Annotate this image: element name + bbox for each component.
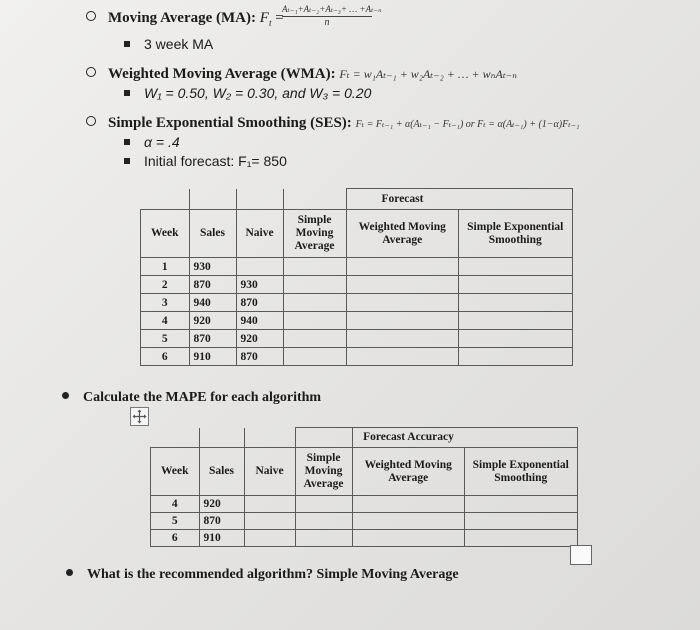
bullet-icon [66,569,73,576]
ses-initial-item [124,153,287,171]
sma-cell[interactable] [295,530,352,547]
header-sma: Simple Moving Average [295,448,352,496]
week-cell: 6 [151,530,200,547]
header-sales: Sales [199,448,244,496]
header-ses: Simple Exponential Smoothing [465,448,578,496]
sales-cell: 910 [189,348,236,366]
naive-cell[interactable] [244,496,295,513]
header-sma: Simple Moving Average [283,210,346,258]
header-sales: Sales [189,210,236,258]
wma-heading [86,66,517,83]
ses-cell[interactable] [459,294,573,312]
sma-cell[interactable] [283,312,346,330]
ses-cell[interactable] [459,276,573,294]
ma-fraction [282,4,382,28]
square-bullet-icon [124,41,130,47]
naive-cell: 930 [236,276,283,294]
ses-initial: Initial forecast: F₁= 850 [144,153,287,169]
week-cell: 4 [151,496,200,513]
sales-cell: 940 [189,294,236,312]
move-handle-icon[interactable] [130,407,149,426]
square-bullet-icon [124,139,130,145]
header-week: Week [151,448,200,496]
header-wma: Weighted Moving Average [352,448,465,496]
ma-sub-item [124,36,213,54]
wma-cell[interactable] [346,294,459,312]
accuracy-group-header: Forecast Accuracy [352,428,465,448]
table-row [151,530,578,547]
mape-prompt-text: Calculate the MAPE for each algorithm [83,390,322,405]
sales-cell: 920 [189,312,236,330]
sma-cell[interactable] [283,330,346,348]
wma-title: Weighted Moving Average (WMA): [108,66,336,82]
week-cell: 2 [141,276,190,294]
ma-numerator: Aₜ₋₁+Aₜ₋₂+Aₜ₋₃+ … +Aₜ₋ₙ [282,4,372,17]
header-naive: Naive [236,210,283,258]
table-row [151,513,578,530]
ses-cell[interactable] [465,496,578,513]
table-row [141,312,573,330]
sma-cell[interactable] [295,513,352,530]
ma-denominator: n [324,17,330,28]
wma-weights: W₁ = 0.50, W₂ = 0.30, and W₃ = 0.20 [144,85,372,101]
wma-cell[interactable] [346,258,459,276]
forecast-table [140,188,573,366]
square-bullet-icon [124,158,130,164]
hollow-bullet-icon [86,116,96,126]
accuracy-table [150,427,578,547]
sales-cell: 870 [199,513,244,530]
hollow-bullet-icon [86,11,96,21]
ma-formula-lhs: F [259,10,269,26]
wma-cell[interactable] [346,330,459,348]
sma-cell[interactable] [283,348,346,366]
forecast-group-header: Forecast [346,189,459,210]
wma-cell[interactable] [346,348,459,366]
ses-formula: Fₜ = Fₜ₋₁ + α(Aₜ₋₁ − Fₜ₋₁) or Fₜ = α(Aₜ₋₁) + (1−α)Fₜ₋₁ [355,119,580,130]
sales-cell: 870 [189,330,236,348]
table-row [141,276,573,294]
naive-cell[interactable] [244,530,295,547]
naive-cell[interactable] [244,513,295,530]
bullet-icon [62,392,69,399]
week-cell: 1 [141,258,190,276]
ses-cell[interactable] [465,513,578,530]
table-row [141,348,573,366]
table-resize-handle[interactable] [570,545,592,565]
wma-cell[interactable] [352,530,465,547]
sma-cell[interactable] [283,294,346,312]
sma-cell[interactable] [283,276,346,294]
header-week: Week [141,210,190,258]
naive-cell: 870 [236,294,283,312]
naive-cell: 920 [236,330,283,348]
sales-cell: 930 [189,258,236,276]
ses-cell[interactable] [465,530,578,547]
table-row [141,258,573,276]
ses-cell[interactable] [459,258,573,276]
table-row [141,330,573,348]
ses-cell[interactable] [459,348,573,366]
week-cell: 6 [141,348,190,366]
ses-heading [86,115,579,132]
recommendation [66,567,459,583]
sales-cell: 910 [199,530,244,547]
wma-cell[interactable] [352,513,465,530]
hollow-bullet-icon [86,67,96,77]
ma-formula-eq: = [271,10,284,26]
ma-heading [86,10,284,28]
ma-sub-text: 3 week MA [144,36,214,52]
wma-sub-item [124,85,371,103]
table-row [151,496,578,513]
week-cell: 5 [141,330,190,348]
wma-cell[interactable] [346,312,459,330]
naive-cell: 870 [236,348,283,366]
ses-cell[interactable] [459,312,573,330]
header-wma: Weighted Moving Average [346,210,459,258]
sales-cell: 870 [189,276,236,294]
sales-cell: 920 [199,496,244,513]
table-row [141,294,573,312]
naive-cell [236,258,283,276]
square-bullet-icon [124,90,130,96]
naive-cell: 940 [236,312,283,330]
ses-cell[interactable] [459,330,573,348]
week-cell: 5 [151,513,200,530]
ses-title: Simple Exponential Smoothing (SES): [108,115,352,131]
week-cell: 4 [141,312,190,330]
move-arrows-icon [131,408,148,425]
ses-alpha-item [124,134,180,152]
ma-title: Moving Average (MA): [108,10,257,26]
header-naive: Naive [244,448,295,496]
header-ses: Simple Exponential Smoothing [459,210,573,258]
sma-cell[interactable] [283,258,346,276]
wma-cell[interactable] [352,496,465,513]
mape-prompt [62,390,321,406]
recommendation-text: What is the recommended algorithm? Simple Moving Average [87,567,459,582]
wma-formula: Fₜ = w₁Aₜ₋₁ + w₂Aₜ₋₂ + … + wₙAₜ₋ₙ [339,67,517,81]
ma-formula-sub: t [268,18,272,28]
ses-alpha: α = .4 [144,134,180,150]
sma-cell[interactable] [295,496,352,513]
wma-cell[interactable] [346,276,459,294]
week-cell: 3 [141,294,190,312]
